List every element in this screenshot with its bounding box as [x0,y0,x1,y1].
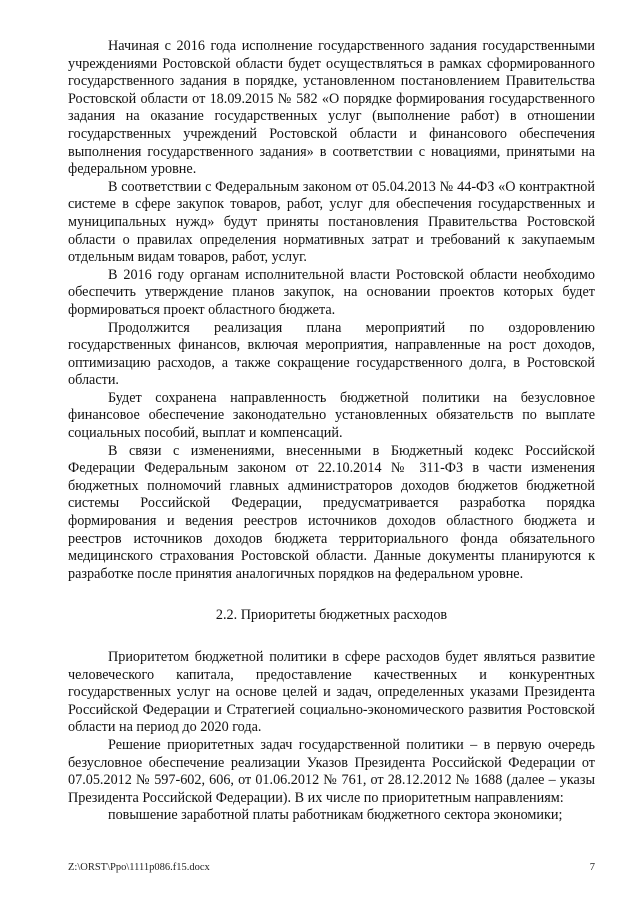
section-heading: 2.2. Приоритеты бюджетных расходов [215,607,448,624]
footer-file-path: Z:\ORST\Ppo\1111p086.f15.docx [68,862,210,873]
paragraph-procurement-law: В соответствии с Федеральным законом от 05.04.2013 № 44-ФЗ «О контрактной системе в сфере закупок товаров, работ, услуг для обеспечения государственных и муниципальных нужд» будут приняты постановления Правительства Ростовской области о правилах определения нормативных затрат и требований к закупаемым отдельным видам товаров, работ, услуг. [68,178,595,266]
paragraph-social-obligations: Будет сохранена направленность бюджетной политики на безусловное финансовое обеспечение законодательно установленных обязательств по выплате социальных пособий, выплат и компенсаций. [68,389,595,442]
paragraph-priority-tasks: Решение приоритетных задач государственной политики – в первую очередь безусловное обеспечение реализации Указов Президента Российской Федерации от 07.05.2012 № 597-602, 606, от 01.06.2012 № 761, от 28.12.2012 № 1688 (далее – указы Президента Российской Федерации). В их числе по приоритетным направлениям: [68,736,595,806]
paragraph-salary-increase: повышение заработной платы работникам бюджетного сектора экономики; [108,807,563,824]
paragraph-finance-recovery: Продолжится реализация плана мероприятий по оздоровлению государственных финансов, включая мероприятия, направленные на рост доходов, оптимизацию расходов, а также сокращение государственного долга, в Ростовской области. [68,319,595,389]
document-body [68,38,595,825]
paragraph-procurement-plans: В 2016 году органам исполнительной власти Ростовской области необходимо обеспечить утверждение планов закупок, на основании проектов которых будет формироваться проект областного бюджета. [68,266,595,318]
paragraph-state-assignment: Начиная с 2016 года исполнение государственного задания государственными учреждениями Ростовской области будет осуществляться в рамках сформированного государственного задания в порядке, установленном постановлением Правительства Ростовской области от 18.09.2015 № 582 «О порядке формирования государственного задания на оказание государственных услуг (выполнение работ) в отношении государственных учреждений Ростовской области и финансового обеспечения выполнения государственного задания» в соответствии с новациями, принятыми на федеральном уровне. [68,38,595,178]
page-number: 7 [589,862,595,873]
paragraph-budget-code: В связи с изменениями, внесенными в Бюджетный кодекс Российской Федерации Федеральным законом от 22.10.2014 № 311-ФЗ в части изменения бюджетных полномочий главных администраторов доходов бюджетов бюджетной системы Российской Федерации, предусматривается разработка порядка формирования и ведения реестров источников доходов областного бюджета и реестров источников доходов бюджета территориального фонда обязательного медицинского страхования Ростовской области. Данные документы планируются к разработке после принятия аналогичных порядков на федеральном уровне. [68,442,595,582]
paragraph-expense-priority: Приоритетом бюджетной политики в сфере расходов будет являться развитие человеческого капитала, предоставление качественных и конкурентных государственных услуг на основе целей и задач, определенных указами Президента Российской Федерации и Стратегией социально-экономического развития Ростовской области на период до 2020 года. [68,649,595,736]
